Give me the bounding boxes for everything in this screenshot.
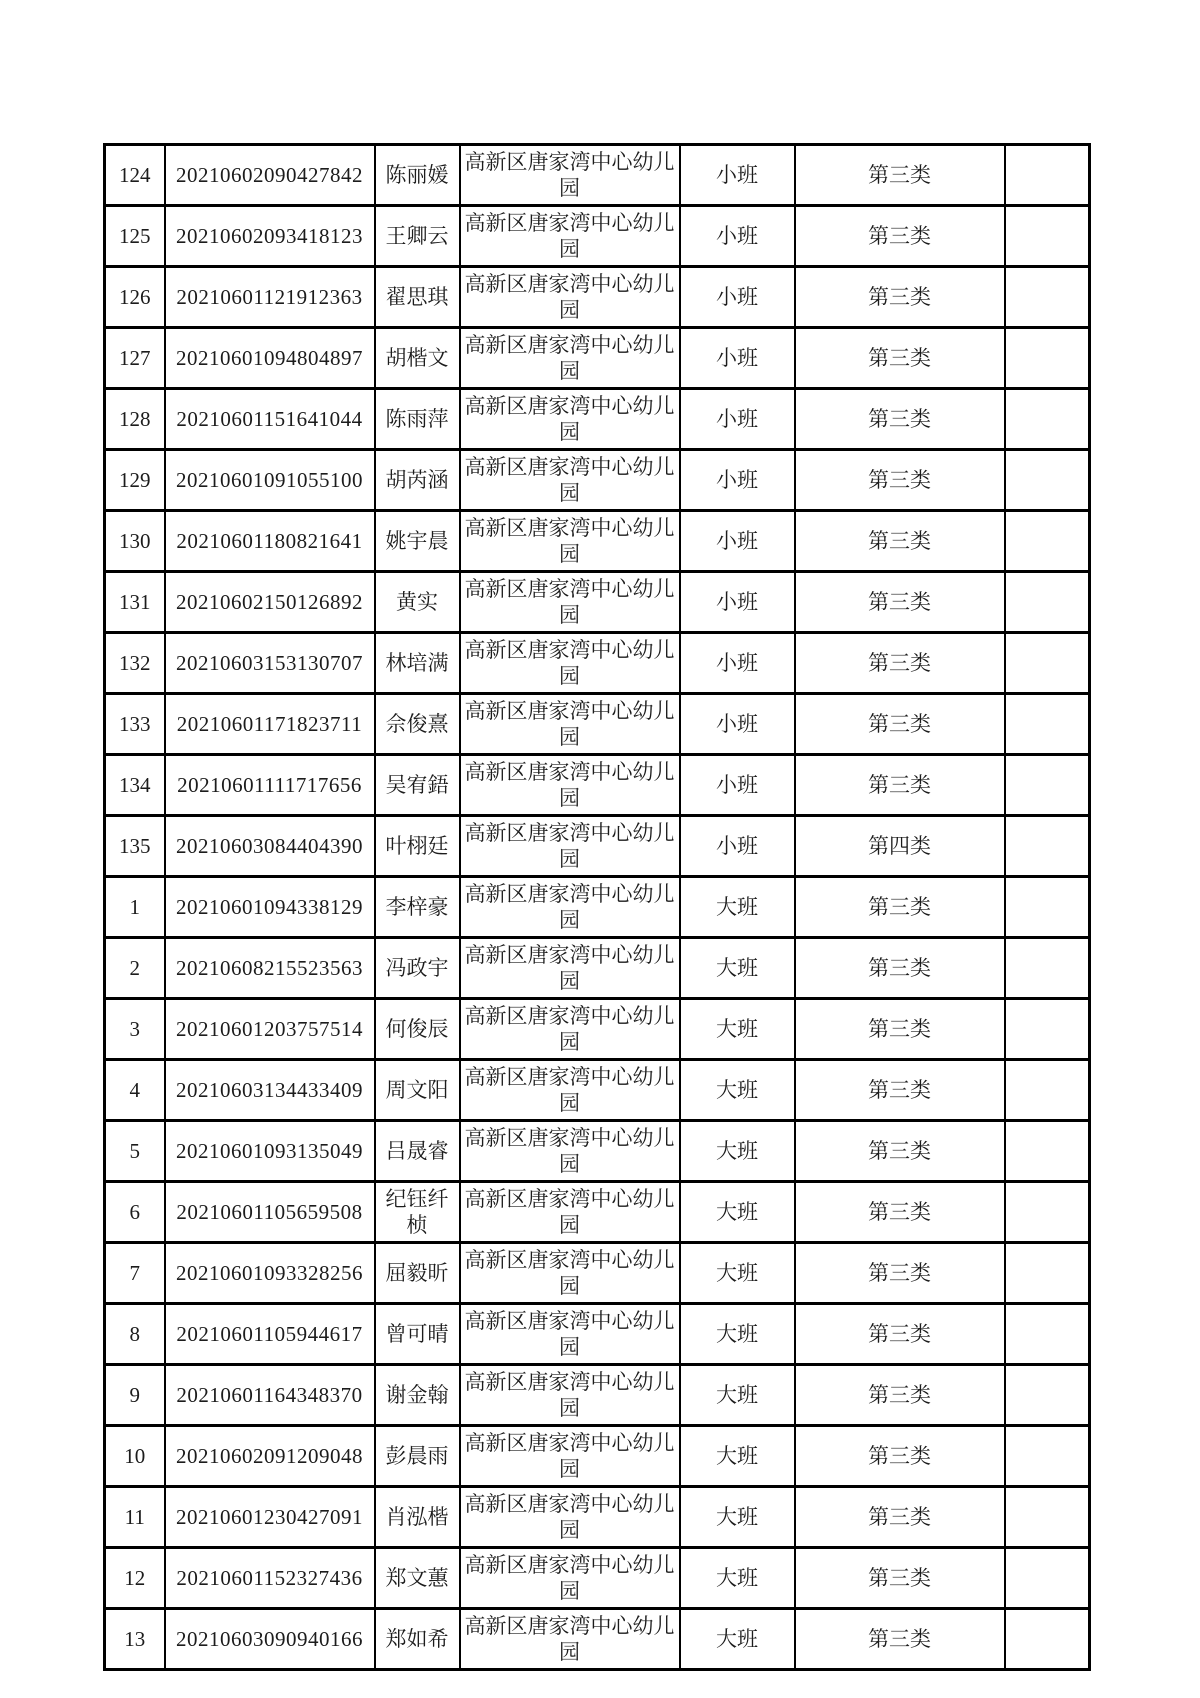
student-name-cell: 何俊辰 — [375, 999, 460, 1060]
category-cell: 第三类 — [795, 877, 1005, 938]
table-row — [105, 877, 1090, 938]
student-name-cell: 屈毅昕 — [375, 1243, 460, 1304]
student-name-cell: 陈雨萍 — [375, 389, 460, 450]
category-cell: 第三类 — [795, 1243, 1005, 1304]
kindergarten-name-cell: 高新区唐家湾中心幼儿园 — [460, 816, 680, 877]
table-row — [105, 389, 1090, 450]
class-level-cell: 大班 — [680, 1121, 795, 1182]
remark-cell — [1005, 1121, 1090, 1182]
class-level-cell: 大班 — [680, 1426, 795, 1487]
remark-cell — [1005, 389, 1090, 450]
category-cell: 第三类 — [795, 938, 1005, 999]
category-cell: 第三类 — [795, 1365, 1005, 1426]
serial-number-cell: 5 — [105, 1121, 165, 1182]
table-row — [105, 328, 1090, 389]
table-row — [105, 206, 1090, 267]
class-level-cell: 小班 — [680, 572, 795, 633]
category-cell: 第三类 — [795, 1487, 1005, 1548]
class-level-cell: 大班 — [680, 1365, 795, 1426]
application-id-cell: 20210602150126892 — [165, 572, 375, 633]
application-id-cell: 20210603153130707 — [165, 633, 375, 694]
category-cell: 第三类 — [795, 633, 1005, 694]
remark-cell — [1005, 145, 1090, 206]
class-level-cell: 大班 — [680, 877, 795, 938]
serial-number-cell: 127 — [105, 328, 165, 389]
remark-cell — [1005, 694, 1090, 755]
serial-number-cell: 7 — [105, 1243, 165, 1304]
class-level-cell: 大班 — [680, 1182, 795, 1243]
table-row — [105, 511, 1090, 572]
category-cell: 第三类 — [795, 206, 1005, 267]
serial-number-cell: 132 — [105, 633, 165, 694]
serial-number-cell: 13 — [105, 1609, 165, 1670]
serial-number-cell: 8 — [105, 1304, 165, 1365]
application-id-cell: 20210601230427091 — [165, 1487, 375, 1548]
serial-number-cell: 6 — [105, 1182, 165, 1243]
serial-number-cell: 10 — [105, 1426, 165, 1487]
student-name-cell: 彭晨雨 — [375, 1426, 460, 1487]
remark-cell — [1005, 938, 1090, 999]
category-cell: 第三类 — [795, 999, 1005, 1060]
application-id-cell: 20210601091055100 — [165, 450, 375, 511]
kindergarten-name-cell: 高新区唐家湾中心幼儿园 — [460, 1426, 680, 1487]
application-id-cell: 20210601094338129 — [165, 877, 375, 938]
kindergarten-name-cell: 高新区唐家湾中心幼儿园 — [460, 999, 680, 1060]
kindergarten-name-cell: 高新区唐家湾中心幼儿园 — [460, 1609, 680, 1670]
kindergarten-name-cell: 高新区唐家湾中心幼儿园 — [460, 755, 680, 816]
remark-cell — [1005, 450, 1090, 511]
class-level-cell: 大班 — [680, 999, 795, 1060]
category-cell: 第三类 — [795, 1060, 1005, 1121]
table-row — [105, 1365, 1090, 1426]
category-cell: 第三类 — [795, 572, 1005, 633]
student-name-cell: 肖泓楷 — [375, 1487, 460, 1548]
remark-cell — [1005, 1243, 1090, 1304]
application-id-cell: 20210603090940166 — [165, 1609, 375, 1670]
class-level-cell: 小班 — [680, 328, 795, 389]
class-level-cell: 小班 — [680, 511, 795, 572]
category-cell: 第三类 — [795, 1121, 1005, 1182]
remark-cell — [1005, 267, 1090, 328]
serial-number-cell: 128 — [105, 389, 165, 450]
class-level-cell: 大班 — [680, 1060, 795, 1121]
class-level-cell: 小班 — [680, 755, 795, 816]
kindergarten-name-cell: 高新区唐家湾中心幼儿园 — [460, 450, 680, 511]
class-level-cell: 大班 — [680, 1609, 795, 1670]
application-id-cell: 20210601203757514 — [165, 999, 375, 1060]
serial-number-cell: 12 — [105, 1548, 165, 1609]
category-cell: 第三类 — [795, 1609, 1005, 1670]
table-row — [105, 633, 1090, 694]
category-cell: 第三类 — [795, 1548, 1005, 1609]
kindergarten-name-cell: 高新区唐家湾中心幼儿园 — [460, 572, 680, 633]
table-row — [105, 1182, 1090, 1243]
remark-cell — [1005, 633, 1090, 694]
kindergarten-name-cell: 高新区唐家湾中心幼儿园 — [460, 694, 680, 755]
remark-cell — [1005, 1487, 1090, 1548]
class-level-cell: 大班 — [680, 1304, 795, 1365]
student-name-cell: 胡芮涵 — [375, 450, 460, 511]
serial-number-cell: 2 — [105, 938, 165, 999]
application-id-cell: 20210601171823711 — [165, 694, 375, 755]
kindergarten-name-cell: 高新区唐家湾中心幼儿园 — [460, 267, 680, 328]
table-row — [105, 999, 1090, 1060]
kindergarten-name-cell: 高新区唐家湾中心幼儿园 — [460, 1121, 680, 1182]
kindergarten-name-cell: 高新区唐家湾中心幼儿园 — [460, 145, 680, 206]
student-name-cell: 郑文蕙 — [375, 1548, 460, 1609]
table-row — [105, 938, 1090, 999]
student-name-cell: 李梓豪 — [375, 877, 460, 938]
remark-cell — [1005, 1548, 1090, 1609]
table-row — [105, 1121, 1090, 1182]
table-row — [105, 755, 1090, 816]
serial-number-cell: 130 — [105, 511, 165, 572]
table-row — [105, 1426, 1090, 1487]
class-level-cell: 小班 — [680, 816, 795, 877]
remark-cell — [1005, 1609, 1090, 1670]
application-id-cell: 20210601121912363 — [165, 267, 375, 328]
class-level-cell: 大班 — [680, 1487, 795, 1548]
serial-number-cell: 124 — [105, 145, 165, 206]
table-row — [105, 450, 1090, 511]
remark-cell — [1005, 1365, 1090, 1426]
class-level-cell: 小班 — [680, 694, 795, 755]
remark-cell — [1005, 1304, 1090, 1365]
kindergarten-name-cell: 高新区唐家湾中心幼儿园 — [460, 1182, 680, 1243]
remark-cell — [1005, 877, 1090, 938]
application-id-cell: 20210602090427842 — [165, 145, 375, 206]
application-id-cell: 20210601111717656 — [165, 755, 375, 816]
student-name-cell: 翟思琪 — [375, 267, 460, 328]
remark-cell — [1005, 206, 1090, 267]
student-name-cell: 谢金翰 — [375, 1365, 460, 1426]
class-level-cell: 大班 — [680, 1243, 795, 1304]
student-name-cell: 姚宇晨 — [375, 511, 460, 572]
class-level-cell: 小班 — [680, 450, 795, 511]
serial-number-cell: 9 — [105, 1365, 165, 1426]
remark-cell — [1005, 816, 1090, 877]
enrollment-roster-table — [103, 143, 1091, 1671]
application-id-cell: 20210601152327436 — [165, 1548, 375, 1609]
remark-cell — [1005, 572, 1090, 633]
kindergarten-name-cell: 高新区唐家湾中心幼儿园 — [460, 511, 680, 572]
student-name-cell: 佘俊熹 — [375, 694, 460, 755]
application-id-cell: 20210608215523563 — [165, 938, 375, 999]
kindergarten-name-cell: 高新区唐家湾中心幼儿园 — [460, 206, 680, 267]
serial-number-cell: 133 — [105, 694, 165, 755]
table-row — [105, 1060, 1090, 1121]
remark-cell — [1005, 1182, 1090, 1243]
category-cell: 第三类 — [795, 145, 1005, 206]
class-level-cell: 小班 — [680, 206, 795, 267]
student-name-cell: 纪钰纤桢 — [375, 1182, 460, 1243]
category-cell: 第三类 — [795, 511, 1005, 572]
application-id-cell: 20210601164348370 — [165, 1365, 375, 1426]
student-name-cell: 林培满 — [375, 633, 460, 694]
table-row — [105, 816, 1090, 877]
serial-number-cell: 126 — [105, 267, 165, 328]
application-id-cell: 20210603134433409 — [165, 1060, 375, 1121]
category-cell: 第三类 — [795, 450, 1005, 511]
remark-cell — [1005, 1060, 1090, 1121]
application-id-cell: 20210601094804897 — [165, 328, 375, 389]
serial-number-cell: 125 — [105, 206, 165, 267]
kindergarten-name-cell: 高新区唐家湾中心幼儿园 — [460, 1487, 680, 1548]
class-level-cell: 小班 — [680, 145, 795, 206]
category-cell: 第三类 — [795, 1182, 1005, 1243]
student-name-cell: 吴宥鋙 — [375, 755, 460, 816]
kindergarten-name-cell: 高新区唐家湾中心幼儿园 — [460, 1365, 680, 1426]
category-cell: 第三类 — [795, 267, 1005, 328]
serial-number-cell: 3 — [105, 999, 165, 1060]
table-row — [105, 572, 1090, 633]
student-name-cell: 陈丽媛 — [375, 145, 460, 206]
serial-number-cell: 131 — [105, 572, 165, 633]
serial-number-cell: 11 — [105, 1487, 165, 1548]
class-level-cell: 小班 — [680, 633, 795, 694]
student-name-cell: 王卿云 — [375, 206, 460, 267]
remark-cell — [1005, 1426, 1090, 1487]
kindergarten-name-cell: 高新区唐家湾中心幼儿园 — [460, 328, 680, 389]
application-id-cell: 20210601093135049 — [165, 1121, 375, 1182]
student-name-cell: 黄实 — [375, 572, 460, 633]
kindergarten-name-cell: 高新区唐家湾中心幼儿园 — [460, 1060, 680, 1121]
application-id-cell: 20210601151641044 — [165, 389, 375, 450]
class-level-cell: 小班 — [680, 267, 795, 328]
kindergarten-name-cell: 高新区唐家湾中心幼儿园 — [460, 633, 680, 694]
class-level-cell: 大班 — [680, 938, 795, 999]
category-cell: 第三类 — [795, 1426, 1005, 1487]
serial-number-cell: 4 — [105, 1060, 165, 1121]
kindergarten-name-cell: 高新区唐家湾中心幼儿园 — [460, 1304, 680, 1365]
application-id-cell: 20210601105659508 — [165, 1182, 375, 1243]
student-name-cell: 郑如希 — [375, 1609, 460, 1670]
table-row — [105, 1609, 1090, 1670]
category-cell: 第三类 — [795, 1304, 1005, 1365]
category-cell: 第三类 — [795, 755, 1005, 816]
remark-cell — [1005, 999, 1090, 1060]
table-row — [105, 267, 1090, 328]
table-row — [105, 1304, 1090, 1365]
kindergarten-name-cell: 高新区唐家湾中心幼儿园 — [460, 1548, 680, 1609]
remark-cell — [1005, 328, 1090, 389]
serial-number-cell: 1 — [105, 877, 165, 938]
category-cell: 第四类 — [795, 816, 1005, 877]
application-id-cell: 20210603084404390 — [165, 816, 375, 877]
serial-number-cell: 135 — [105, 816, 165, 877]
table-row — [105, 1243, 1090, 1304]
serial-number-cell: 129 — [105, 450, 165, 511]
student-name-cell: 胡楷文 — [375, 328, 460, 389]
remark-cell — [1005, 755, 1090, 816]
category-cell: 第三类 — [795, 389, 1005, 450]
student-name-cell: 吕晟睿 — [375, 1121, 460, 1182]
table-row — [105, 694, 1090, 755]
table-row — [105, 145, 1090, 206]
remark-cell — [1005, 511, 1090, 572]
table-row — [105, 1487, 1090, 1548]
class-level-cell: 大班 — [680, 1548, 795, 1609]
class-level-cell: 小班 — [680, 389, 795, 450]
student-name-cell: 冯政宇 — [375, 938, 460, 999]
serial-number-cell: 134 — [105, 755, 165, 816]
application-id-cell: 20210602091209048 — [165, 1426, 375, 1487]
kindergarten-name-cell: 高新区唐家湾中心幼儿园 — [460, 938, 680, 999]
student-name-cell: 曾可晴 — [375, 1304, 460, 1365]
kindergarten-name-cell: 高新区唐家湾中心幼儿园 — [460, 1243, 680, 1304]
category-cell: 第三类 — [795, 694, 1005, 755]
kindergarten-name-cell: 高新区唐家湾中心幼儿园 — [460, 389, 680, 450]
table-row — [105, 1548, 1090, 1609]
application-id-cell: 20210601093328256 — [165, 1243, 375, 1304]
student-name-cell: 周文阳 — [375, 1060, 460, 1121]
application-id-cell: 20210601180821641 — [165, 511, 375, 572]
student-name-cell: 叶栩廷 — [375, 816, 460, 877]
kindergarten-name-cell: 高新区唐家湾中心幼儿园 — [460, 877, 680, 938]
category-cell: 第三类 — [795, 328, 1005, 389]
application-id-cell: 20210602093418123 — [165, 206, 375, 267]
application-id-cell: 20210601105944617 — [165, 1304, 375, 1365]
